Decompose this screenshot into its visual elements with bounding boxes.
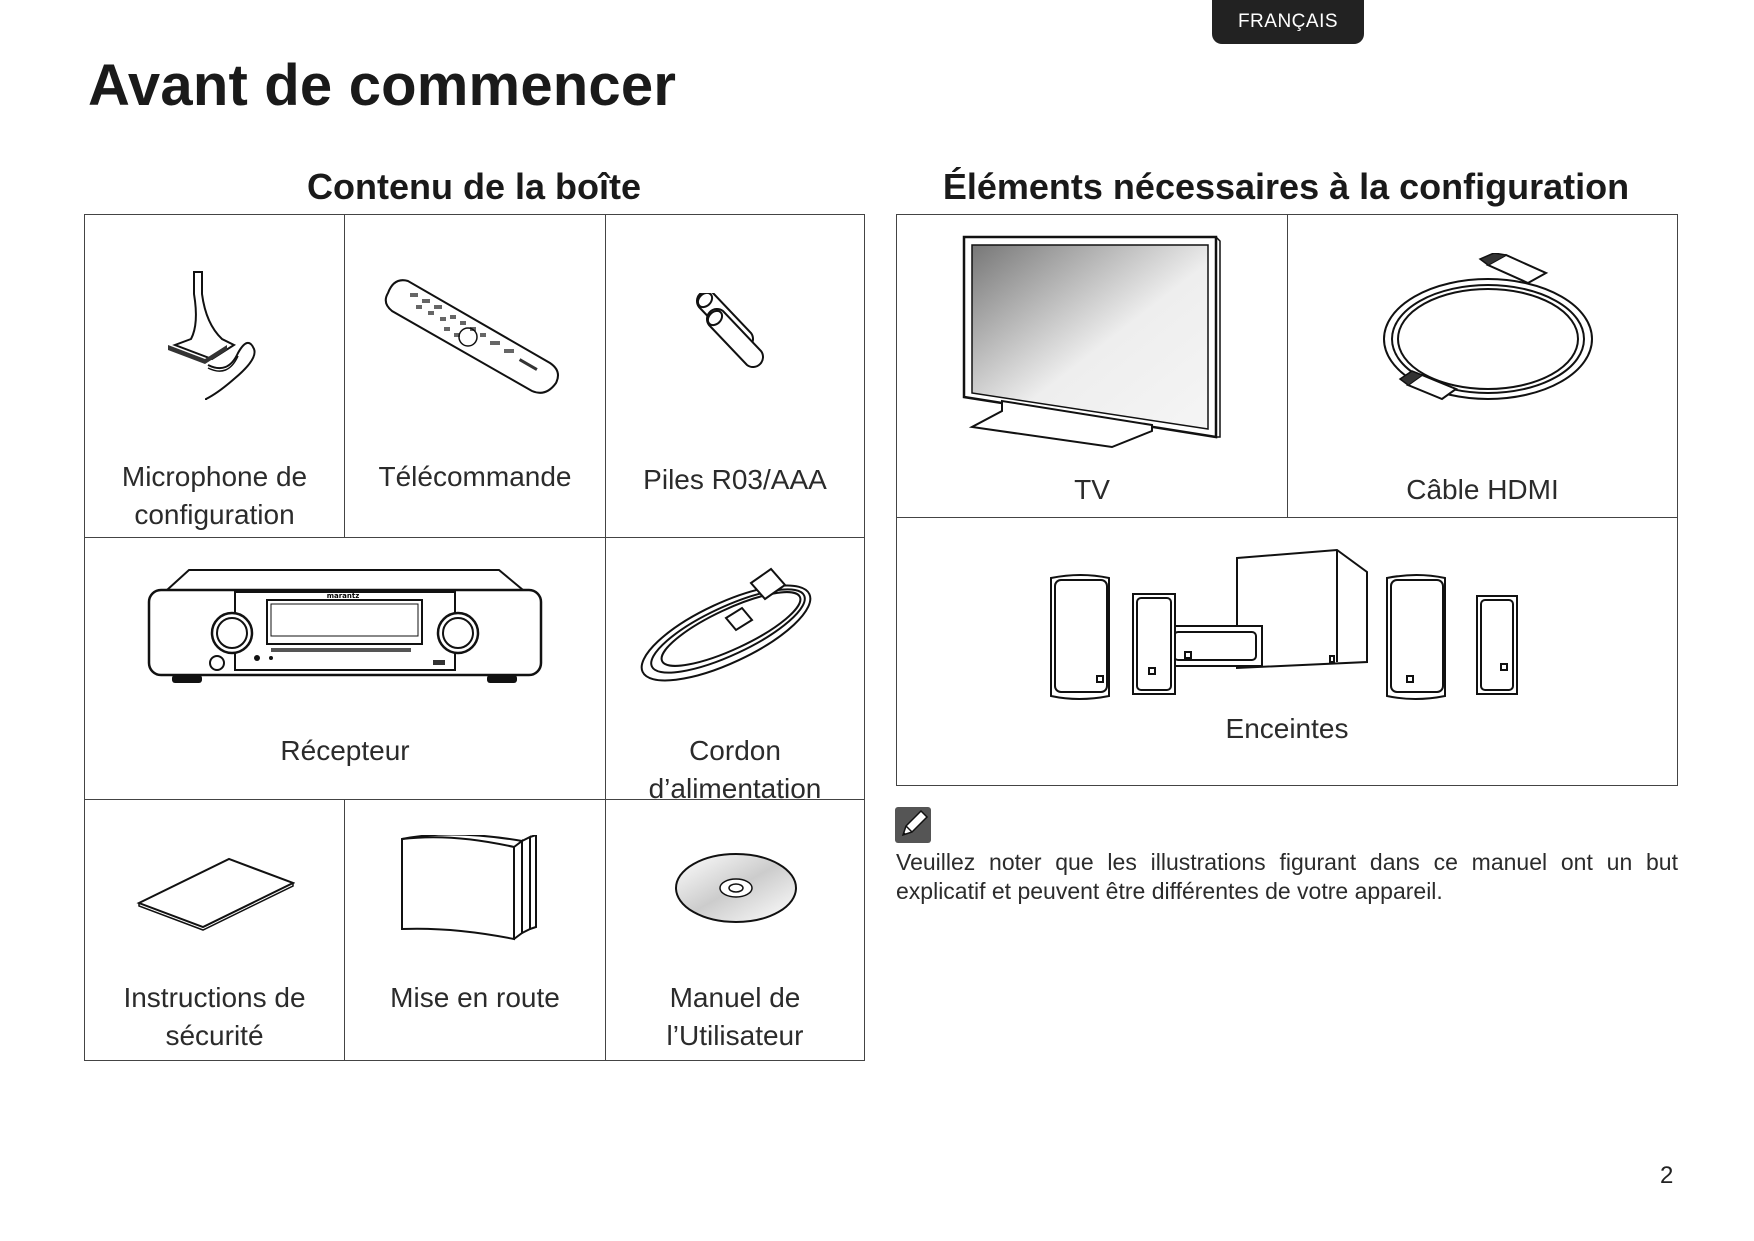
- item-power-cord: [606, 538, 864, 804]
- item-speakers: [897, 518, 1677, 785]
- language-tab: FRANÇAIS: [1212, 0, 1364, 44]
- item-label: configuration: [134, 499, 295, 530]
- required-items-grid: [896, 214, 1678, 786]
- svg-text:marantz: marantz: [326, 592, 360, 600]
- item-microphone: [85, 215, 344, 537]
- required-items-title: Éléments nécessaires à la configuration: [942, 166, 1630, 207]
- item-label: l’Utilisateur: [666, 1020, 804, 1051]
- item-label: Télécommande: [378, 461, 572, 492]
- item-label: Mise en route: [390, 982, 560, 1013]
- item-quick-start: [345, 800, 605, 1060]
- item-receiver: [85, 538, 605, 799]
- item-label: d’alimentation: [648, 773, 822, 804]
- item-label: TV: [1074, 474, 1110, 505]
- batteries-icon: [691, 293, 781, 373]
- pencil-note-icon: [895, 807, 931, 843]
- item-user-manual: [606, 800, 864, 1060]
- item-safety-instructions: [85, 800, 344, 1060]
- item-tv: [897, 215, 1287, 517]
- receiver-icon: [147, 560, 543, 690]
- hdmi-cable-icon: [1378, 253, 1598, 413]
- item-label: Instructions de: [123, 982, 306, 1013]
- power-cord-icon: [631, 563, 841, 683]
- page-number: 2: [1660, 1162, 1674, 1189]
- speakers-icon: [1047, 548, 1527, 708]
- item-label: Piles R03/AAA: [643, 464, 827, 495]
- item-label: Cordon: [689, 735, 781, 766]
- item-label: sécurité: [165, 1020, 264, 1051]
- box-contents-grid: [84, 214, 865, 1061]
- item-label: Récepteur: [280, 735, 410, 766]
- item-hdmi-cable: [1288, 215, 1677, 517]
- item-batteries: [606, 215, 864, 537]
- item-label: Enceintes: [1225, 713, 1349, 744]
- item-label: Manuel de: [669, 982, 801, 1013]
- item-label: Câble HDMI: [1406, 474, 1559, 505]
- cd-rom-icon: [674, 852, 798, 924]
- item-remote: [345, 215, 605, 537]
- item-label: Microphone de: [121, 461, 308, 492]
- box-contents-title: Contenu de la boîte: [306, 166, 641, 207]
- tv-icon: [962, 235, 1222, 455]
- booklet-icon: [400, 835, 550, 950]
- microphone-icon: [163, 270, 263, 400]
- remote-control-icon: [380, 275, 570, 395]
- illustration-note: Veuillez noter que les illustrations figurant dans ce manuel ont un but explicatif et peuvent être différentes de votre appareil.: [896, 849, 1678, 904]
- page-title: Avant de commencer: [88, 53, 677, 118]
- safety-sheet-icon: [135, 855, 295, 935]
